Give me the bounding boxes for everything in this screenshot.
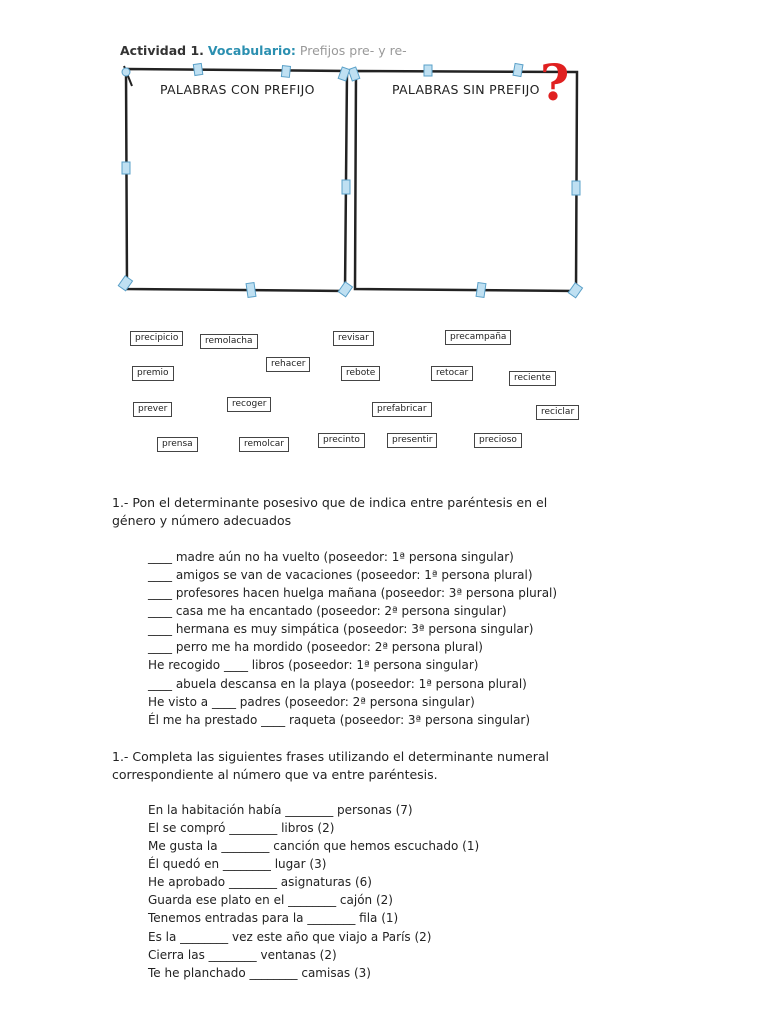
word-card[interactable]: rehacer [266, 357, 310, 372]
exercise-1-line: ____ profesores hacen huelga mañana (poseedor: 3ª persona plural) [148, 586, 558, 600]
exercise-1-line: ____ abuela descansa en la playa (poseedor: 1ª persona plural) [148, 677, 527, 691]
exercise-2-line: He aprobado ________ asignaturas (6) [148, 875, 372, 889]
exercise-2-line: Te he planchado ________ camisas (3) [148, 966, 371, 980]
word-card[interactable]: presentir [387, 433, 437, 448]
exercise-2-line: El se compró ________ libros (2) [148, 821, 335, 835]
question-mark-icon: ? [540, 53, 570, 112]
word-card[interactable]: precinto [318, 433, 365, 448]
prefixes-subtitle: Prefijos pre- y re- [299, 43, 407, 58]
activity-number: Actividad 1. [120, 43, 204, 58]
left-box-label: PALABRAS CON PREFIJO [160, 82, 315, 97]
word-card[interactable]: precampaña [445, 330, 511, 345]
word-card[interactable]: remolacha [200, 334, 258, 349]
exercise-2-line: Él quedó en ________ lugar (3) [148, 857, 327, 871]
exercise-2-line: Guarda ese plato en el ________ cajón (2) [148, 893, 393, 907]
word-card[interactable]: recoger [227, 397, 271, 412]
exercise-1-line: ____ hermana es muy simpática (poseedor: 3ª persona singular) [148, 622, 534, 636]
word-card[interactable]: precioso [474, 433, 522, 448]
exercise-1-line: He visto a ____ padres (poseedor: 2ª persona singular) [148, 695, 475, 709]
exercise-1-line: ____ perro me ha mordido (poseedor: 2ª persona plural) [148, 640, 483, 654]
exercise-2-line: Es la ________ vez este año que viajo a París (2) [148, 930, 432, 944]
exercise-2-line: Tenemos entradas para la ________ fila (1) [148, 911, 399, 925]
tape-strips [118, 63, 582, 297]
word-card[interactable]: retocar [431, 366, 473, 381]
sorting-boxes [0, 0, 768, 320]
word-card[interactable]: revisar [333, 331, 374, 346]
exercise-2-line: Cierra las ________ ventanas (2) [148, 948, 337, 962]
word-card[interactable]: prensa [157, 437, 198, 452]
word-card[interactable]: premio [132, 366, 174, 381]
exercise-2-line: Me gusta la ________ canción que hemos escuchado (1) [148, 839, 480, 853]
word-card[interactable]: precipicio [130, 331, 183, 346]
exercise-1-line: He recogido ____ libros (poseedor: 1ª persona singular) [148, 658, 479, 672]
left-box-frame [126, 69, 347, 291]
exercise-2-title: 1.- Completa las siguientes frases utilizando el determinante numeral correspondiente al número que va entre paréntesis. [112, 749, 550, 782]
right-box-label: PALABRAS SIN PREFIJO [392, 82, 540, 97]
word-card[interactable]: rebote [341, 366, 380, 381]
vocabulary-label: Vocabulario: [207, 43, 296, 58]
word-card[interactable]: prever [133, 402, 172, 417]
word-card[interactable]: reciente [509, 371, 556, 386]
exercise-1-line: ____ amigos se van de vacaciones (poseedor: 1ª persona plural) [148, 568, 533, 582]
exercise-2-line: En la habitación había ________ personas (7) [148, 803, 413, 817]
exercise-1-line: ____ madre aún no ha vuelto (poseedor: 1ª persona singular) [148, 550, 514, 564]
exercise-1-title: 1.- Pon el determinante posesivo que de indica entre paréntesis en el género y número adecuados [112, 495, 548, 528]
word-card[interactable]: remolcar [239, 437, 289, 452]
word-card[interactable]: prefabricar [372, 402, 432, 417]
exercise-1-line: ____ casa me ha encantado (poseedor: 2ª persona singular) [148, 604, 507, 618]
word-card[interactable]: reciclar [536, 405, 579, 420]
exercise-1-line: Él me ha prestado ____ raqueta (poseedor: 3ª persona singular) [148, 713, 531, 727]
